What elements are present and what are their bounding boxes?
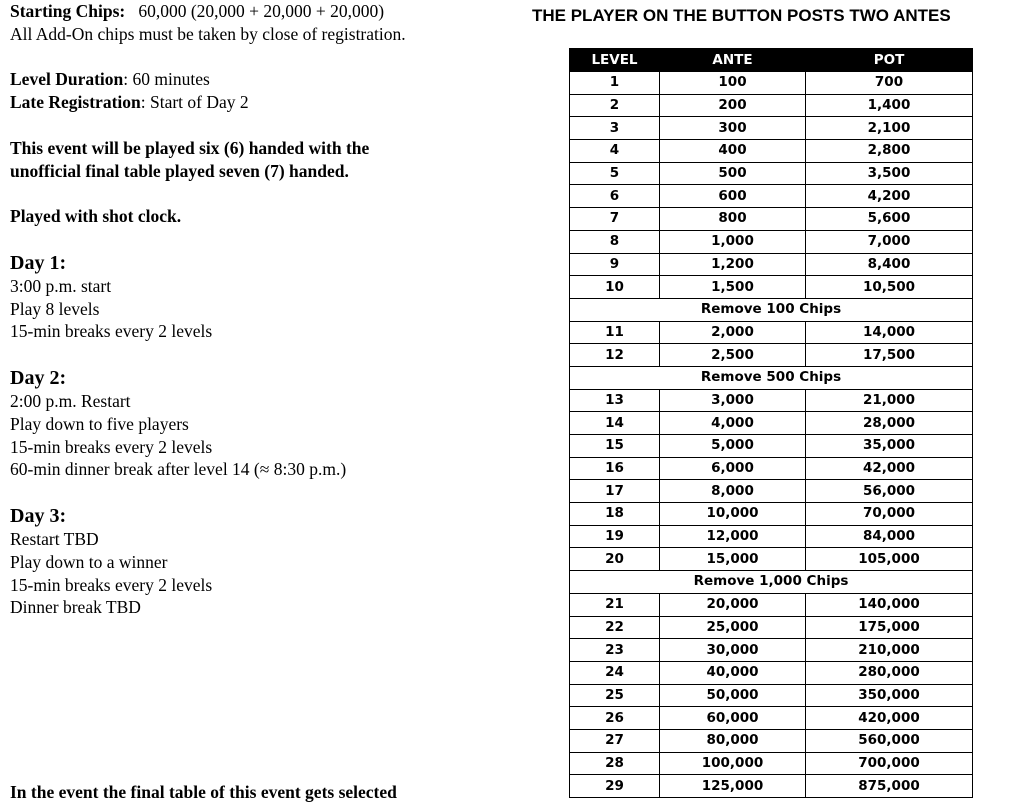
ante-cell: 600 [660, 185, 806, 208]
pot-cell: 140,000 [806, 593, 973, 616]
ante-cell: 1,200 [660, 253, 806, 276]
ante-cell: 1,500 [660, 276, 806, 299]
level-cell: 19 [570, 525, 660, 548]
pot-cell: 7,000 [806, 230, 973, 253]
ante-structure-table [569, 48, 973, 798]
ante-cell: 2,000 [660, 321, 806, 344]
table-row [570, 253, 973, 276]
final-table-note: In the event the final table of this event gets selected [10, 782, 397, 802]
ante-cell: 5,000 [660, 435, 806, 458]
level-cell: 14 [570, 412, 660, 435]
ante-cell: 80,000 [660, 729, 806, 752]
day-3-line: Restart TBD [10, 528, 99, 549]
level-cell: 18 [570, 503, 660, 526]
level-cell: 20 [570, 548, 660, 571]
day-1-title: Day 1: [10, 251, 67, 274]
pot-cell: 700,000 [806, 752, 973, 775]
table-row [570, 639, 973, 662]
pot-cell: 2,100 [806, 117, 973, 140]
table-row [570, 684, 973, 707]
day-2-line: 2:00 p.m. Restart [10, 390, 131, 411]
table-row [570, 616, 973, 639]
day-3-line: Play down to a winner [10, 551, 168, 572]
table-row [570, 525, 973, 548]
pot-cell: 105,000 [806, 548, 973, 571]
level-cell: 3 [570, 117, 660, 140]
ante-cell: 3,000 [660, 389, 806, 412]
day-3-title: Day 3: [10, 504, 67, 527]
ante-cell: 8,000 [660, 480, 806, 503]
level-cell: 4 [570, 140, 660, 163]
level-cell: 28 [570, 752, 660, 775]
level-duration-label: Level Duration [10, 69, 124, 90]
starting-chips-line [10, 0, 510, 23]
day-2-title: Day 2: [10, 366, 67, 389]
header-level: LEVEL [570, 49, 660, 72]
table-row [570, 72, 973, 95]
level-cell: 23 [570, 639, 660, 662]
table-row [570, 140, 973, 163]
table-row [570, 344, 973, 367]
pot-cell: 280,000 [806, 661, 973, 684]
day-1-line: 15-min breaks every 2 levels [10, 321, 213, 342]
ante-cell: 60,000 [660, 707, 806, 730]
late-registration-value: : Start of Day 2 [140, 92, 249, 113]
level-duration-line [10, 68, 510, 91]
level-cell: 25 [570, 684, 660, 707]
pot-cell: 175,000 [806, 616, 973, 639]
pot-cell: 70,000 [806, 503, 973, 526]
pot-cell: 28,000 [806, 412, 973, 435]
pot-cell: 84,000 [806, 525, 973, 548]
table-row [570, 208, 973, 231]
level-cell: 24 [570, 661, 660, 684]
level-cell: 8 [570, 230, 660, 253]
table-row [570, 389, 973, 412]
ante-cell: 6,000 [660, 457, 806, 480]
table-row [570, 185, 973, 208]
table-row [570, 321, 973, 344]
pot-cell: 21,000 [806, 389, 973, 412]
pot-cell: 560,000 [806, 729, 973, 752]
table-row [570, 503, 973, 526]
pot-cell: 350,000 [806, 684, 973, 707]
pot-cell: 210,000 [806, 639, 973, 662]
starting-chips-label: Starting Chips: [10, 1, 126, 21]
level-cell: 12 [570, 344, 660, 367]
chip-removal-label: Remove 100 Chips [570, 298, 973, 321]
pot-cell: 5,600 [806, 208, 973, 231]
level-cell: 1 [570, 72, 660, 95]
level-cell: 7 [570, 208, 660, 231]
pot-cell: 700 [806, 72, 973, 95]
table-row [570, 707, 973, 730]
ante-cell: 200 [660, 94, 806, 117]
level-cell: 22 [570, 616, 660, 639]
starting-chips-value: 60,000 (20,000 + 20,000 + 20,000) [138, 1, 385, 21]
pot-cell: 17,500 [806, 344, 973, 367]
ante-cell: 400 [660, 140, 806, 163]
chip-removal-label: Remove 1,000 Chips [570, 571, 973, 594]
chip-removal-label: Remove 500 Chips [570, 366, 973, 389]
table-row [570, 230, 973, 253]
table-title: THE PLAYER ON THE BUTTON POSTS TWO ANTES [532, 6, 951, 25]
pot-cell: 10,500 [806, 276, 973, 299]
pot-cell: 42,000 [806, 457, 973, 480]
table-row [570, 661, 973, 684]
ante-cell: 1,000 [660, 230, 806, 253]
level-cell: 13 [570, 389, 660, 412]
table-row [570, 117, 973, 140]
level-cell: 17 [570, 480, 660, 503]
day-2-line: 15-min breaks every 2 levels [10, 436, 213, 457]
ante-cell: 25,000 [660, 616, 806, 639]
ante-cell: 500 [660, 162, 806, 185]
level-cell: 6 [570, 185, 660, 208]
addon-note: All Add-On chips must be taken by close of registration. [10, 23, 406, 44]
ante-cell: 12,000 [660, 525, 806, 548]
ante-cell: 4,000 [660, 412, 806, 435]
pot-cell: 56,000 [806, 480, 973, 503]
pot-cell: 2,800 [806, 140, 973, 163]
table-header-row [570, 49, 973, 72]
pot-cell: 3,500 [806, 162, 973, 185]
ante-cell: 100 [660, 72, 806, 95]
shot-clock-note: Played with shot clock. [10, 206, 182, 227]
pot-cell: 4,200 [806, 185, 973, 208]
level-cell: 11 [570, 321, 660, 344]
late-registration-label: Late Registration [10, 92, 141, 113]
day-3-line: Dinner break TBD [10, 597, 141, 618]
day-1-line: Play 8 levels [10, 298, 100, 319]
pot-cell: 14,000 [806, 321, 973, 344]
header-pot: POT [806, 49, 973, 72]
level-cell: 15 [570, 435, 660, 458]
pot-cell: 420,000 [806, 707, 973, 730]
table-row [570, 775, 973, 798]
late-registration-line [10, 91, 510, 114]
ante-cell: 15,000 [660, 548, 806, 571]
level-cell: 10 [570, 276, 660, 299]
table-row [570, 752, 973, 775]
pot-cell: 875,000 [806, 775, 973, 798]
handed-line-1: This event will be played six (6) handed with the [10, 137, 370, 158]
level-cell: 9 [570, 253, 660, 276]
event-details [10, 0, 510, 619]
level-cell: 2 [570, 94, 660, 117]
chip-removal-row [570, 571, 973, 594]
table-row [570, 276, 973, 299]
table-row [570, 548, 973, 571]
chip-removal-row [570, 298, 973, 321]
ante-cell: 40,000 [660, 661, 806, 684]
table-row [570, 457, 973, 480]
table-row [570, 480, 973, 503]
day-3-line: 15-min breaks every 2 levels [10, 574, 213, 595]
ante-cell: 800 [660, 208, 806, 231]
table-row [570, 593, 973, 616]
day-2-line: Play down to five players [10, 413, 189, 434]
level-duration-value: : 60 minutes [123, 69, 210, 90]
ante-cell: 50,000 [660, 684, 806, 707]
level-cell: 5 [570, 162, 660, 185]
day-1-line: 3:00 p.m. start [10, 275, 112, 296]
level-cell: 29 [570, 775, 660, 798]
table-body [570, 72, 973, 798]
handed-line-2: unofficial final table played seven (7) handed. [10, 160, 349, 181]
pot-cell: 8,400 [806, 253, 973, 276]
pot-cell: 35,000 [806, 435, 973, 458]
table-row [570, 435, 973, 458]
table-row [570, 94, 973, 117]
day-2-line: 60-min dinner break after level 14 (≈ 8:30 p.m.) [10, 459, 347, 480]
ante-cell: 20,000 [660, 593, 806, 616]
pot-cell: 1,400 [806, 94, 973, 117]
ante-cell: 30,000 [660, 639, 806, 662]
ante-cell: 2,500 [660, 344, 806, 367]
ante-cell: 100,000 [660, 752, 806, 775]
table-row [570, 729, 973, 752]
table-row [570, 412, 973, 435]
header-ante: ANTE [660, 49, 806, 72]
ante-cell: 125,000 [660, 775, 806, 798]
level-cell: 27 [570, 729, 660, 752]
ante-cell: 300 [660, 117, 806, 140]
ante-cell: 10,000 [660, 503, 806, 526]
table-row [570, 162, 973, 185]
level-cell: 16 [570, 457, 660, 480]
level-cell: 21 [570, 593, 660, 616]
chip-removal-row [570, 366, 973, 389]
level-cell: 26 [570, 707, 660, 730]
